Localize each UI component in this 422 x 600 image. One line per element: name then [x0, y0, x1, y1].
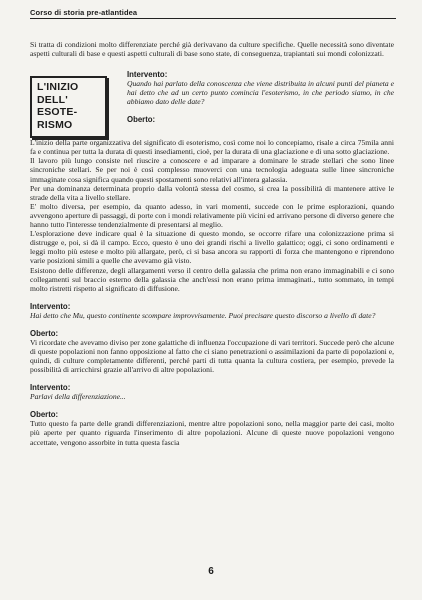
- section-title-line: DELL': [37, 93, 68, 106]
- speaker-label: Intervento:: [30, 383, 71, 393]
- running-header: Corso di storia pre-atlantidea: [30, 8, 396, 19]
- answer-paragraph: Il lavoro più lungo consiste nel riuscire a conoscere e ad imparare a dominare le strade stellari che sono linee sincroniche stellari. Se per noi è così complesso muoverci con una tecnologia adeguata sulle linee sincroniche immaginate cosa significa quando questi spostamenti sono relativi all'intera galassia.: [30, 156, 394, 184]
- speaker-label: Oberto:: [30, 410, 59, 420]
- speaker-label: Oberto:: [127, 115, 156, 125]
- answer-paragraph: Esistono delle differenze, degli allargamenti verso il centro della galassia che prima non erano immaginabili e ci sono collegamenti sul braccio esterno della galassia che anch'essi non erano prima immaginati., tutto sommato, in tempi molto ristretti rispetto al significato di diffusione.: [30, 265, 394, 293]
- section-title-line: ESOTE-: [37, 106, 78, 119]
- question-text: Quando hai parlato della conoscenza che viene distribuita in alcuni punti del pianeta e hai detto che ad un certo punto comincia l'esoterismo, in che periodo siamo, in che abbiamo dato delle date?: [127, 79, 394, 107]
- answer-paragraph: Per una dominanza determinata proprio dalla volontà stessa del cosmo, si crea la possibilità di mantenere attive le strade della vita a livello stellare.: [30, 183, 394, 202]
- answer-paragraph: L'inizio della parte organizzativa del significato di esoterismo, così come noi lo concepiamo, risale a circa 75mila anni fa e continua per tutta la durata di questi insediamenti, cioè, per la durata di una glaciazione e di una sotto glaciazione.: [30, 138, 394, 157]
- section-title-line: L'INIZIO: [37, 81, 79, 94]
- speaker-label: Intervento:: [127, 70, 168, 80]
- answer-paragraph: Tutto questo fa parte delle grandi differenziazioni, mentre altre popolazioni sono, nella maggior parte dei casi, molto più aperte per quanto riguarda l'inserimento di altre popolazioni. Alcune di queste nuove popolazioni vengono accettate, vengono assorbite in tutta questa fascia: [30, 419, 394, 447]
- answer-paragraph: E' molto diversa, per esempio, da quanto adesso, in vari momenti, succede con le prime esplorazioni, quando avvengono aperture di passaggi, di porte con i mondi relativamente più vicini ed arrivano persone di diverso genere che hanno tutto l'interesse tendenzialmente di presentarsi al meglio.: [30, 201, 394, 230]
- answer-paragraph: L'esplorazione deve indicare qual è la situazione di questo mondo, se occorre rifare una colonizzazione prima si distrugge e, poi, si dà il campo. Ecco, questo è uno dei grandi rischi a livello galattico; oggi, ci sono ordinamenti e leggi molto più estese e molto più allargate, però, ci si basa ancora su rapporti di forza che mantengono e riprendono varie posizioni simili a quelle che avevamo già visto.: [30, 229, 394, 266]
- speaker-label: Intervento:: [30, 301, 71, 311]
- question-text: Hai detto che Mu, questo continente scompare improvvisamente. Puoi precisare questo discorso a livello di date?: [30, 310, 376, 320]
- page-number: 6: [208, 566, 214, 577]
- section-title-line: RISMO: [37, 118, 73, 131]
- section-title-box: [30, 76, 107, 138]
- section-start: [30, 70, 394, 138]
- answer-paragraph: Vi ricordate che avevamo diviso per zone galattiche di influenza l'occupazione di vari territori. Succede però che alcune di queste popolazioni non fanno opposizione al fatto che ci siano penetrazioni o assimilazioni da parte di popolazioni e, quindi, di culture completamente differenti, perché parti di tutta quanta la cultura costiera, per esempio, prevede la possibilità di arricchirsi grazie all'arrivo di altre popolazioni.: [30, 337, 394, 375]
- intervention-block: [127, 70, 394, 124]
- page-body: [30, 40, 394, 447]
- question-text: Parlavi della differenziazione...: [30, 392, 126, 402]
- intro-paragraph: Si tratta di condizioni molto differenziate perché già derivavano da culture specifiche. Quelle necessità sono diventate aspetti culturali di base e questi aspetti culturali di base sono state, di conseguenza, trapiantati sui mondi colonizzati.: [30, 40, 394, 59]
- speaker-label: Oberto:: [30, 328, 59, 338]
